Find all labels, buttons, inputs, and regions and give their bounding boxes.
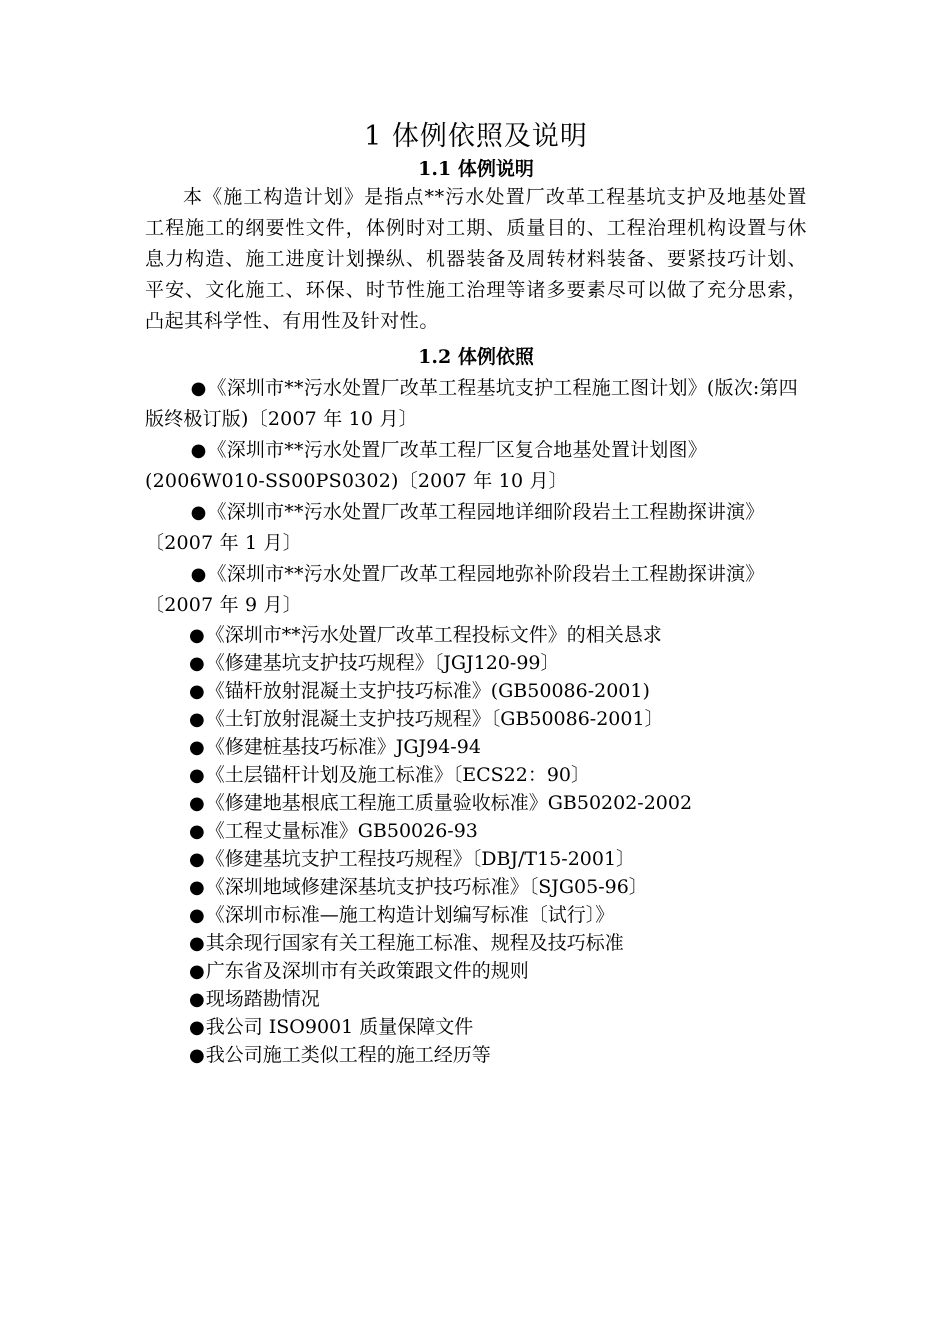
list-item-text: 《修建基坑支护工程技巧规程》〔DBJ/T15-2001〕 [205, 848, 636, 870]
list-item-text: 《锚杆放射混凝土支护技巧标准》(GB50086-2001) [205, 680, 650, 702]
bullet-icon: ● [190, 564, 207, 585]
bullet-icon: ● [189, 877, 205, 898]
list-item [145, 677, 807, 705]
list-item-text: 我公司施工类似工程的施工经历等 [205, 1044, 491, 1066]
bullet-icon: ● [189, 1045, 205, 1066]
list-item [145, 761, 807, 789]
bullet-icon: ● [189, 737, 205, 758]
list-item [145, 873, 807, 901]
bullet-icon: ● [189, 625, 205, 646]
bullet-icon: ● [189, 709, 205, 730]
list-item [145, 559, 807, 621]
bullet-icon: ● [189, 765, 205, 786]
list-item [145, 929, 807, 957]
list-item-text: 《修建桩基技巧标准》JGJ94-94 [205, 736, 481, 758]
section-heading-1-1: 1.1 体例说明 [418, 158, 534, 180]
list-item [145, 435, 807, 497]
bullet-icon: ● [190, 378, 207, 399]
document-content [145, 118, 807, 1069]
list-item [145, 845, 807, 873]
list-item [145, 621, 807, 649]
bullet-icon: ● [189, 681, 205, 702]
list-item [145, 1041, 807, 1069]
bullet-icon: ● [189, 933, 205, 954]
bullet-icon: ● [189, 905, 205, 926]
section-1-1-body: 本《施工构造计划》是指点**污水处置厂改革工程基坑支护及地基处置工程施工的纲要性文件，体例时对工期、质量目的、工程治理机构设置与休息力构造、施工进度计划操纵、机器装备及周转材料装备、要紧技巧计划、平安、文化施工、环保、时节性施工治理等诸多要素尽可以做了充分思索，凸起其科学性、有用性及针对性。 [145, 186, 807, 332]
list-item-text: 现场踏勘情况 [205, 988, 320, 1010]
list-item-text: 《工程丈量标准》GB50026-93 [205, 820, 478, 842]
bullet-icon: ● [189, 653, 205, 674]
list-item [145, 817, 807, 845]
list-item-text: 《深圳市**污水处置厂改革工程投标文件》的相关恳求 [205, 624, 662, 646]
section-heading-1-2: 1.2 体例依照 [418, 346, 534, 368]
list-item [145, 789, 807, 817]
list-item [145, 373, 807, 435]
bullet-icon: ● [190, 440, 207, 461]
list-item [145, 957, 807, 985]
list-item-text: 我公司 ISO9001 质量保障文件 [205, 1016, 474, 1038]
list-item-text: 《修建地基根底工程施工质量验收标准》GB50202-2002 [205, 792, 693, 814]
bullet-icon: ● [190, 502, 207, 523]
list-item-text: 《深圳市**污水处置厂改革工程基坑支护工程施工图计划》(版次:第四版终极订版)〔2007 年 10 月〕 [145, 377, 798, 430]
bullet-icon: ● [189, 961, 205, 982]
bullet-icon: ● [189, 849, 205, 870]
list-item [145, 705, 807, 733]
reference-list [145, 373, 807, 1069]
list-item-text: 《深圳市标准—施工构造计划编写标准〔试行〕》 [205, 904, 615, 926]
bullet-icon: ● [189, 1017, 205, 1038]
list-item-text: 广东省及深圳市有关政策跟文件的规则 [205, 960, 529, 982]
list-item-text: 《深圳地域修建深基坑支护技巧标准》〔SJG05-96〕 [205, 876, 648, 898]
bullet-icon: ● [189, 821, 205, 842]
list-item-text: 其余现行国家有关工程施工标准、规程及技巧标准 [205, 932, 624, 954]
list-item-text: 《土层锚杆计划及施工标准》〔ECS22：90〕 [205, 764, 590, 786]
list-item-text: 《深圳市**污水处置厂改革工程园地弥补阶段岩土工程勘探讲演》〔2007 年 9 月〕 [145, 563, 765, 616]
document-title: 1 体例依照及说明 [364, 121, 588, 152]
list-item [145, 649, 807, 677]
bullet-icon: ● [189, 793, 205, 814]
list-item [145, 1013, 807, 1041]
list-item [145, 985, 807, 1013]
list-item [145, 497, 807, 559]
list-item-text: 《深圳市**污水处置厂改革工程园地详细阶段岩土工程勘探讲演》〔2007 年 1 月〕 [145, 501, 765, 554]
bullet-icon: ● [189, 989, 205, 1010]
list-item [145, 901, 807, 929]
list-item-text: 《深圳市**污水处置厂改革工程厂区复合地基处置计划图》(2006W010-SS00PS0302)〔2007 年 10 月〕 [145, 439, 707, 492]
list-item-text: 《修建基坑支护技巧规程》〔JGJ120-99〕 [205, 652, 560, 674]
list-item-text: 《土钉放射混凝土支护技巧规程》〔GB50086-2001〕 [205, 708, 664, 730]
list-item [145, 733, 807, 761]
